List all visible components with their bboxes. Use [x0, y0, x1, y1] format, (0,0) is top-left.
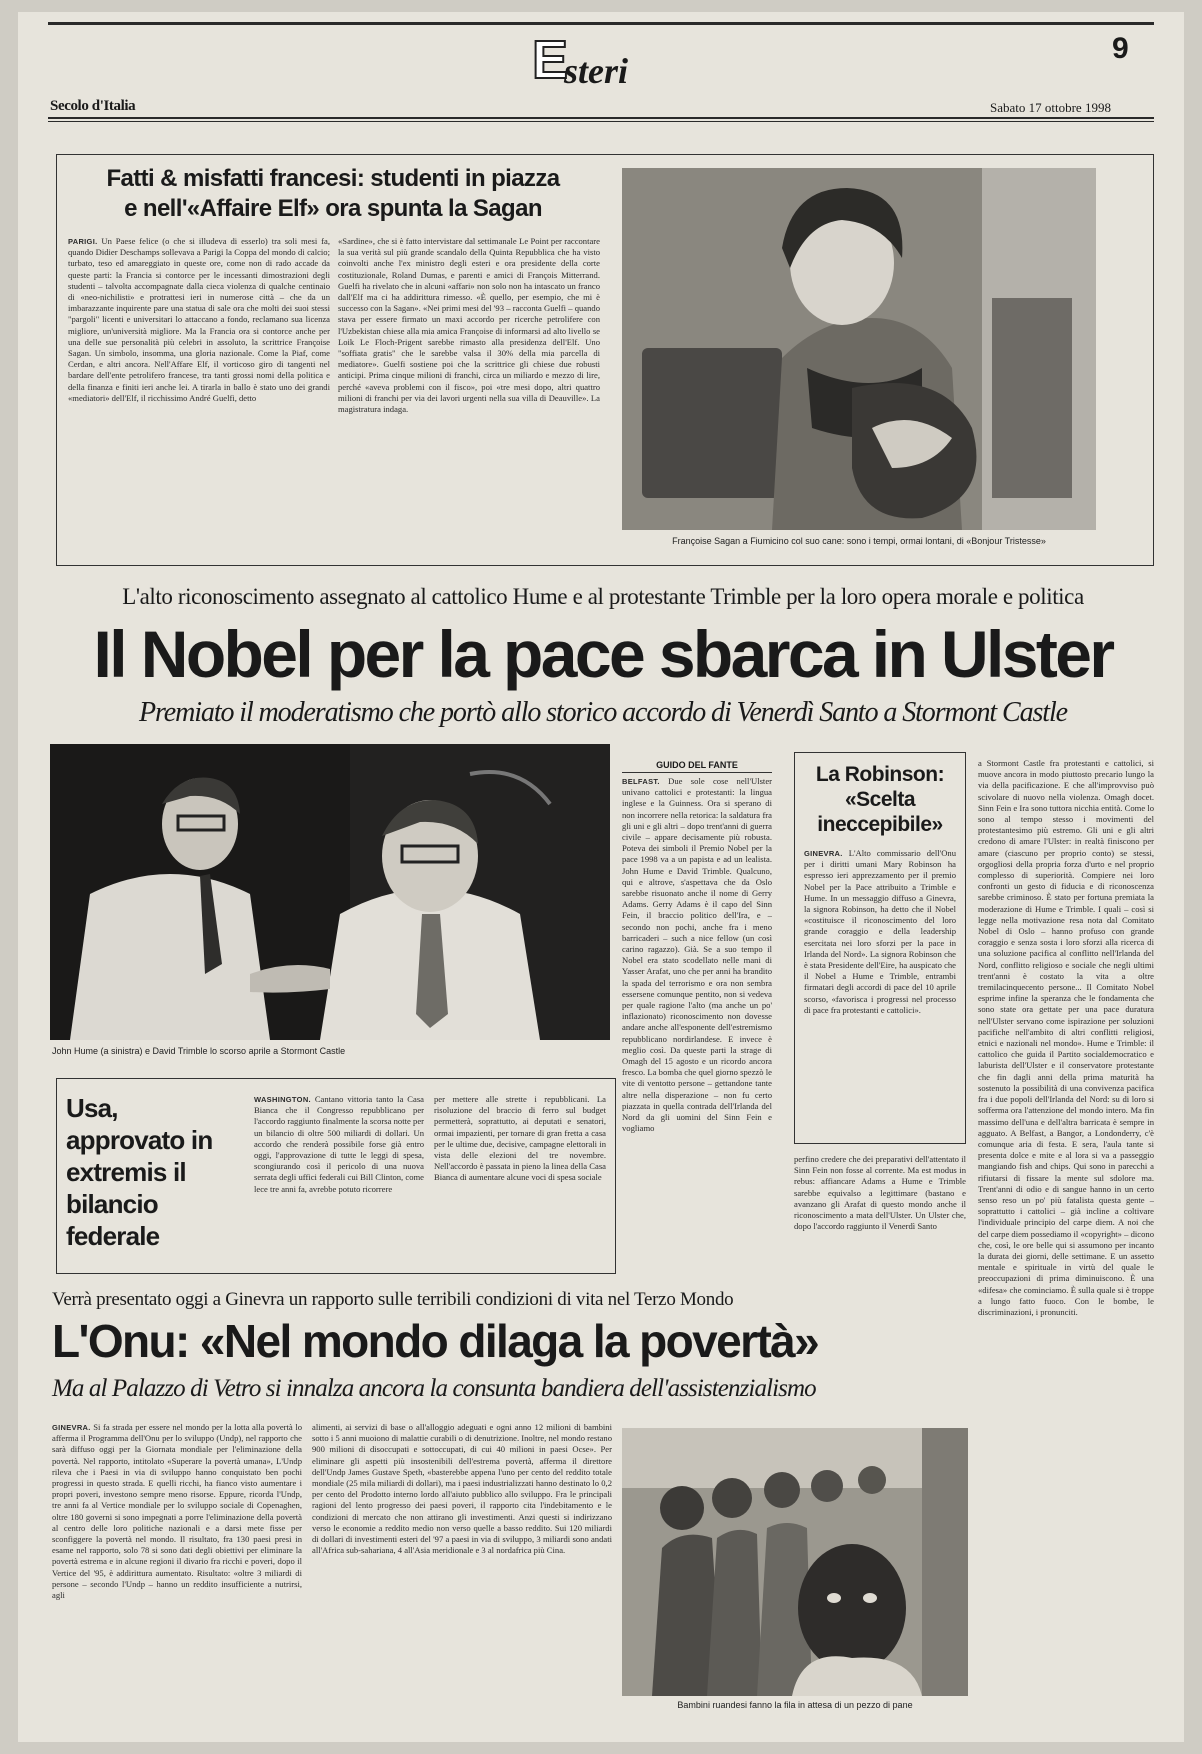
article3-col1-text: Cantano vittoria tanto la Casa Bianca che il Congresso repubblicano per l'accordo raggiunto finalmente la scorsa notte per un bilancio di oltre 500 miliardi di dollari. Un accordo che renderà possibile forse già entro oggi, l'approvazione di tutte le leggi di spesa, scongiurando così il pericolo di una nuova serrata degli uffici federali cui Bill Clinton, come lece tre anni fa, avrebbe potuto ricorrere [254, 1094, 424, 1194]
article1-col1-text: Un Paese felice (o che si illudeva di esserlo) tra soli mesi fa, quando Didier Deschamps sollevava a Parigi la Coppa del mondo di calcio; turbato, teso ed amareggiato in queste ore, come non di rado accade da queste parti: la Francia si contorce per le incessanti dimostrazioni degli studenti – talvolta accompagnate dalla cieca violenza di qualche centinaio di «neo-nichilisti» e protrattesi ieri in numerose città – che da un imbarazzante inquirente pare una statua di sale ora che molti dei suoi stessi "pargoli" licenti e universitari lo attaccano a fondo, reclamano sua licenza migliore, un'università migliore. Ma la Francia ora si contorce anche per una delle sue personalità più celebri in assoluto, la scrittrice Françoise Sagan. Un simbolo, insomma, una gloria nazionale. Come la Piaf, come Cerdan, e altri ancora. Nell'Affare Elf, il vorticoso giro di tangenti nel bardare dell'ente petrolifero francese, tra tanti grossi nomi della politica e della finanza e finiti ieri anche lei. A tirarla in ballo è stato uno dei grandi «mediatori» dell'Elf, il ricchissimo André Guelfi, detto [68, 236, 330, 403]
hume-trimble-photo [50, 744, 610, 1040]
robinson-title: La Robinson: «Scelta ineccepibile» [815, 763, 945, 836]
article2-col2 [794, 1154, 966, 1272]
article1-col1 [68, 236, 330, 554]
robinson-text-block [804, 848, 956, 1136]
article2-headline: Il Nobel per la pace sbarca in Ulster [93, 617, 1113, 691]
article4-subhead: Ma al Palazzo di Vetro si innalza ancora la consunta bandiera dell'assistenzialismo [52, 1375, 816, 1402]
rwanda-photo-art [622, 1428, 968, 1696]
article4-kicker: Verrà presentato oggi a Ginevra un rapporto sulle terribili condizioni di vita nel Terzo Mondo [52, 1289, 734, 1310]
article2-col3 [978, 758, 1154, 1718]
sagan-photo-caption: Françoise Sagan a Fiumicino col suo cane: sono i tempi, ormai lontani, di «Bonjour Tristesse» [672, 536, 1046, 546]
article1-col2-text: «Sardine», che si è fatto intervistare dal settimanale Le Point per raccontare la sua verità sul più grande scandalo della Quinta Repubblica che ha visto coinvolti anche l'ex ministro degli esteri e ora presidente della corte costituzionale, Roland Dumas, e parenti e amici di François Mitterrand. Guelfi ha rivelato che in alcuni «affari» non solo non ha intascato un franco dall'Elf ma ci ha addirittura rimesso. «È quello, per esempio, che mi è successo con la Sagan». «Nei primi mesi del '93 – racconta Guelfi – quando stava per essere firmato un maxi accordo per ricerche petrolifere con l'Uzbekistan chiese alla mia amica Françoise di informarsi ad alto livello se Loik Le Floch-Prigent sarebbe rimasto alla presidenza dell'Elf. Uno "soffiata gratis" che le sarebbe valsa il 30% della mia parcella di mediatore». Guelfi sostiene poi che la scrittrice gli chiese due robusti anticipi. Prima cinque milioni di franchi, circa un miliardo e mezzo di lire, perché «aveva problemi con il fisco», poi «tre mesi dopo, altri quattro milioni di franchi per via dei lavori urgenti nella sua villa di Deauville». La magistratura indaga. [338, 236, 600, 415]
article1-headline-line1: Fatti & misfatti francesi: studenti in piazza [106, 165, 560, 192]
robinson-dateline: GINEVRA. [804, 849, 843, 858]
rwanda-photo-caption: Bambini ruandesi fanno la fila in attesa di un pezzo di pane [677, 1700, 913, 1710]
article2-byline: GUIDO DEL FANTE [622, 760, 772, 773]
hume-trimble-photo-art [50, 744, 610, 1040]
article3-col2 [434, 1094, 606, 1266]
sagan-photo-art [622, 168, 1096, 530]
article2-col3-text: a Stormont Castle fra protestanti e cattolici, si muove ancora in modo piuttosto precario lungo la via della pacificazione. E che all'improvviso può scivolare di nuovo nella violenza. Omagh docet. Sinn Fein e Ira sono tuttora nicchia entità. Come lo sono al tempo stesso i movimenti del protestantesimo più estremo. Gli uni e gli altri credono di amare l'Ulster: in realtà finiscono per amare (ciascuno per proprio conto) se stessi, orgogliosi della propria forza d'urto e nel proprio complesso di superiorità. Compiere nei loro confronti un gesto di fiducia e di riconoscenza sarebbe criminoso. È stato per fortuna premiata la moderazione di Hume e Trimble. I quali – così si legge nella motivazione resa nota dal Comitato Nobel di Oslo – hanno profuso con grande coraggio e senza sosta i loro sforzi alla ricerca di una soluzione pacifica al conflitto nell'Irlanda del Nord, conflitto religioso e sociale che negli ultimi trent'anni è costato la vita a oltre tremilacinquecento persone... Il Comitato Nobel esprime infine la speranza che le fondamenta che sono state ora gettate per una pace duratura nell'Ulster servano come ispirazione per soluzioni pacifiche nell'ambito di altri conflitti religiosi, etnici e nazionali nel mondo». Hume e Trimble: il cattolico che guida il Partito socialdemocratico e laburista dell'Ulster e il conservatore protestante che fin dagli anni della prima maturità ha sostenuto la possibilità di una convivenza pacifica fra i due popoli dell'Irlanda del Nord: su di loro si sofferma ora l'attenzione del mondo intero. Ma fin massimo dell'una e dell'altra barricata è sempre in agguato. A Belfast, a Bangor, a Londonderry, c'è comunque aria di festa. E sera, l'aula tante si presenta dolce e mite e al lora si va a passeggio mangiando fish and chips. Qui sono in parecchi a rifiutarsi di fissare la mente sul sdolore ma. Trent'anni di odio e di sangue hanno in un certo senso reso un po' più fatalista questa gente – soprattutto i cattolici – già incline a coltivare l'individuale principio del carpe diem. A noi che del carpe diem possediamo il «copyright» – dicono che, così, le ore belle qui si assumono per incanto la durata dei giorni, delle settimane. E un assetto mentale e spirituale in virtù del quale le preoccupazioni di prima diminuiscono. È una «difesa» che cominciamo. È sulla quale si è troppe a lungo fatto fuoco. Con le bombe, le discriminazioni, i pronunciti. [978, 758, 1154, 1317]
article1-headline [68, 164, 598, 224]
article3-headline: Usa, approvato in extremis il bilancio federale [66, 1093, 213, 1251]
sagan-photo [622, 168, 1096, 530]
article4-headline: L'Onu: «Nel mondo dilaga la povertà» [52, 1315, 819, 1367]
article1-col2 [338, 236, 600, 554]
section-header [532, 30, 682, 94]
hume-trimble-caption: John Hume (a sinistra) e David Trimble lo scorso aprile a Stormont Castle [52, 1046, 346, 1056]
article3-dateline: WASHINGTON. [254, 1095, 311, 1104]
article1-headline-line2: e nell'«Affaire Elf» ora spunta la Sagan [124, 195, 542, 222]
article3-col1 [254, 1094, 424, 1266]
masthead-rule-thin [48, 121, 1154, 122]
article4-col2 [312, 1422, 612, 1722]
article4-dateline: GINEVRA. [52, 1423, 91, 1432]
robinson-text: L'Alto commissario dell'Onu per i diritti umani Mary Robinson ha espresso ieri apprezzamento per il premio Nobel per la Pace attribuito a Trimble e Hume. In un messaggio diffuso a Ginevra, la signora Robinson, ha detto che il Nobel «costituisce il riconoscimento del loro grande coraggio e della leadership esercitata nei loro sforzi per la pace in Irlanda del Nord». La signora Robinson che è stata Presidente dell'Eire, ha auspicato che il Nobel a Hume e Trimble, entrambi firmatari degli accordi di pace del 10 aprile scorso, «favorisca i progressi nel processo di pace fra protestanti e cattolici». [804, 848, 956, 1015]
article2-subhead: Premiato il moderatismo che portò allo storico accordo di Venerdì Santo a Stormont Castle [139, 697, 1067, 728]
article3-col2-text: per mettere alle strette i repubblicani. La risoluzione del braccio di ferro sul budget permetterà, soprattutto, ai deputati e senatori, ormai impazienti, per tornare di gran fretta a casa per le ultime due, decisive, campagne elettorali in vista delle elezioni del tre novembre. Nell'accordo è passata in pieno la linea della Casa Bianca di aumentare alcune voci di spesa sociale [434, 1094, 606, 1183]
article4-col1-text: Si fa strada per essere nel mondo per la lotta alla povertà lo afferma il Programma dell'Onu per lo sviluppo (Undp), nel rapporto che sarà diffuso oggi per la Giornata mondiale per l'eliminazione della povertà. Nel rapporto, intitolato «Superare la povertà umana», L'Undp rileva che i Paesi in via di sviluppo hanno conquistato ben pochi progressi in questo strada. E quelli ricchi, ha fianco visto aumentare i propri poveri, investono sempre meno risorse. Eppure, ricorda l'Undp, tre anni fa al Vertice mondiale per lo sviluppo sociale di Copenaghen, oltre 180 governi si sono impegnati a porre l'eliminazione della povertà al centro delle loro politiche nazionali e a darsi mete fisse per sconfiggere la povertà nel mondo. Il risultato, fra 130 paesi presi in esame nel rapporto, solo 78 si sono dati degli obiettivi per eliminare la povertà estrema e in alcune regioni il divario fra ricchi e poveri, dopo il Vertice del '95, è addirittura aumentato. Risultato: «oltre 3 miliardi di persone – secondo l'Undp – hanno un reddito insufficiente a nutrirsi, agli [52, 1422, 302, 1601]
article2-dateline: BELFAST. [622, 777, 660, 786]
issue-date: Sabato 17 ottobre 1998 [990, 100, 1111, 115]
masthead-rule [48, 117, 1154, 119]
article2-col1-text: Due sole cose nell'Ulster univano cattolici e protestanti: la lingua inglese e la Guinness. Ora si sperano di non incorrere nella retorica: la saldatura fra gli uni e gli altri – dopo trent'anni di guerra civile – appare decisamente più robusta. Poteva dei simboli il Premio Nobel per la pace 1998 va a un papista e ad un lealista. John Hume e David Trimble. Qualcuno, qui e altrove, s'aspettava che da Oslo sarebbe risuonato anche il nome di Gerry Adams. Gerry Adams è il capo del Sinn Fein, il braccio politico dell'Ira, e – secondo non pochi, anche fra i meno barricaderi – such a nice fellow (un così carino ragazzo). Già. Se a suo tempo il Nobel era stato scodellato nelle mani di Yasser Arafat, uno che per anni ha brandito la spada del terrorismo e ora non sembra essersene comunque pentito, non si vedeva per quale ragione l'alto (ma anche un po' inflazionato) riconoscimento non dovesse andare anche all'esponente dell'estremismo repubblicano nordirlandese. E invece è meglio così. Da queste parti la strage di Omagh del 15 agosto e un ricordo ancora fresco. La bomba che quel giorno spezzò le vite di ventotto persone – gettandone tante altre nella disperazione – non fu certo piazzata in quella contrada dell'Irlanda del Nord da gli uomini del Sinn Fein e vogliamo [622, 776, 772, 1134]
article4-col1 [52, 1422, 302, 1722]
top-rule [48, 22, 1154, 25]
paper-name: Secolo d'Italia [50, 98, 136, 114]
newspaper-page [18, 12, 1184, 1742]
rwanda-photo [622, 1428, 968, 1696]
section-title: steri [564, 51, 629, 91]
article1-dateline: PARIGI. [68, 237, 98, 246]
page-number: 9 [1112, 32, 1129, 65]
article2-col2-text: perfino credere che dei preparativi dell'attentato il Sinn Fein non fosse al corrente. Ma est modus in rebus: affiancare Adams a Hume e Trimble sarebbe equivalso a legittimare (bastano e avanzano gli Arafat di questo mondo anche il riconoscimento a mata dell'Ulster. Un Ulster che, dopo l'accordo raggiunto il Venerdì Santo [794, 1154, 966, 1232]
article4-col2-text: alimenti, ai servizi di base o all'alloggio adeguati e ogni anno 12 milioni di bambini sotto i 5 anni muoiono di malattie curabili o di denutrizione. Inoltre, nel mondo restano 900 milioni di disoccupati e sottoccupati, di cui 40 milioni in paesi Ocse». Per eliminare gli aspetti più insostenibili dell'estrema povertà, afferma il direttore dell'Undp James Gustave Speth, «basterebbe appena l'uno per cento del reddito totale mondiale (25 mila miliardi di dollari), ma i paesi industrializzati hanno destinato lo 0,2 per cento del Prodotto interno lordo all'aiuto pubblico allo sviluppo. Fra le principali ragioni del lento progresso dei paesi poveri, il rapporto cita l'indebitamento e le condizioni di mercato che non attirano gli investimenti. Anzi questi si indirizzano verso le economie a reddito medio non verso quelle a basso reddito. Sui 120 miliardi di dollari di investimenti esteri del '97 a paesi in via di sviluppo, 3 miliardi sono andati all'Africa sub-sahariana, 4 all'Asia meridionale e 3 al nordafrica più Cina. [312, 1422, 612, 1556]
article2-kicker: L'alto riconoscimento assegnato al cattolico Hume e al protestante Trimble per la loro opera morale e politica [122, 584, 1084, 609]
article2-col1 [622, 776, 772, 1272]
section-initial: E [532, 30, 569, 90]
